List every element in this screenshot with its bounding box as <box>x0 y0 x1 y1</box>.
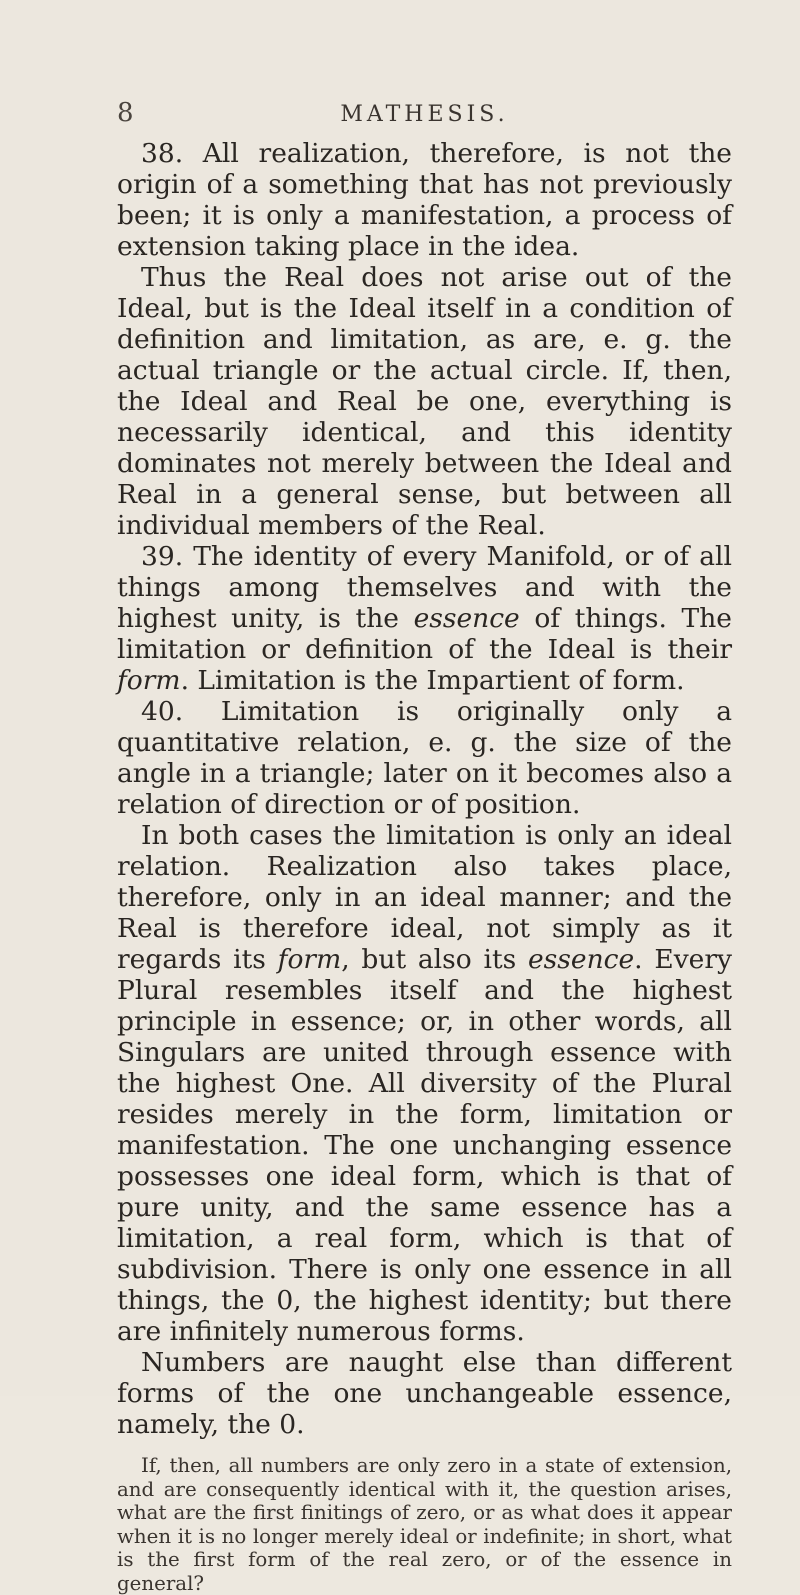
text-run: of things. The limitation or definition of the Ideal is their <box>117 603 732 665</box>
text-run: Thus the Real does not arise out of the Ideal, but is the Ideal itself in a condition of definition and limitation, as are, e. g. the actual triangle or the actual circle. If, then, the Ideal and Real be one, everything is necessarily identical, and this identity dominates not merely between the Ideal and Real in a general sense, but between all individual members of the Real. <box>117 262 732 541</box>
italic-text: form <box>117 665 181 696</box>
text-run: 39. The identity of every Manifold, or of all things among themselves and with the highest unity, is the <box>117 541 732 634</box>
text-run: In both cases the limitation is only an ideal relation. Realization also takes place, therefore, only in an ideal manner; and the Real is therefore ideal, not simply as it regards its <box>117 820 732 975</box>
text-run: . Limitation is the Impartient of form. <box>180 665 685 696</box>
footnote-paragraph: If, then, all numbers are only zero in a state of extension, and are consequently identical with it, the question arises, what are the first finitings of zero, or as what does it appear when it is no longer merely ideal or indefinite; in short, what is the first form of the real zero, or of the essence in general? <box>117 1454 732 1595</box>
paragraph <box>117 1347 732 1440</box>
text-run: . Every Plural resembles itself and the highest principle in essence; or, in other words, all Singulars are united through essence with the highest One. All diversity of the Plural resides merely in the form, limitation or manifestation. The one unchanging essence possesses one ideal form, which is that of pure unity, and the same essence has a limitation, a real form, which is that of subdivision. There is only one essence in all things, the 0, the highest identity; but there are infinitely numerous forms. <box>117 944 732 1347</box>
text-run: 40. Limitation is originally only a quantitative relation, e. g. the size of the angle in a triangle; later on it becomes also a relation of direction or of position. <box>117 696 732 820</box>
paragraph <box>117 541 732 696</box>
text-run: Numbers are naught else than different forms of the one unchangeable essence, namely, the 0. <box>117 1347 732 1440</box>
text-run: , but also its <box>341 944 528 975</box>
text-run: 38. All realization, therefore, is not the origin of a something that has not previously been; it is only a manifestation, a process of extension taking place in the idea. <box>117 138 732 262</box>
italic-text: form <box>277 944 342 975</box>
italic-text: essence <box>528 944 635 975</box>
body-text <box>117 138 732 1595</box>
page-header <box>117 98 732 138</box>
running-title: MATHESIS. <box>340 102 509 127</box>
italic-text: essence <box>413 603 520 634</box>
paragraph <box>117 820 732 1347</box>
page-number: 8 <box>117 98 134 128</box>
paragraph <box>117 696 732 820</box>
paragraph <box>117 138 732 262</box>
paragraph <box>117 262 732 541</box>
